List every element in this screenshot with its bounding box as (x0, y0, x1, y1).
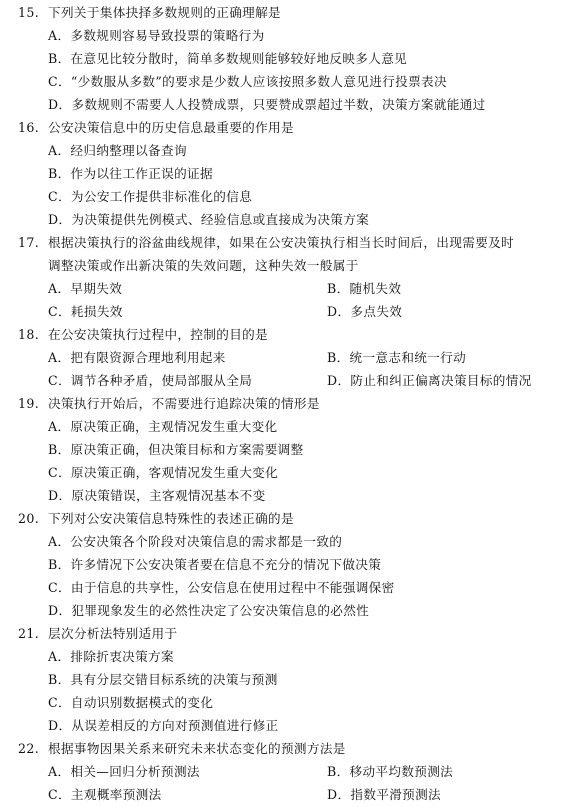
option-b: B．统一意志和统一行动 (327, 350, 467, 365)
option-d: D．指数平滑预测法 (327, 787, 441, 802)
option-d: D．为决策提供先例模式、经验信息或直接成为决策方案 (48, 212, 370, 227)
option-c: C．调节各种矛盾，使局部服从全局 (48, 373, 253, 388)
option-a: A．经归纳整理以备查询 (48, 143, 187, 158)
option-c: C．“少数服从多数”的要求是少数人应该按照多数人意见进行投票表决 (48, 74, 447, 89)
question-number: 20. (18, 511, 40, 526)
question-number: 17. (18, 235, 40, 250)
option-c: C．为公安工作提供非标准化的信息 (48, 189, 253, 204)
option-a: A．多数规则容易导致投票的策略行为 (48, 28, 265, 43)
option-b: B．移动平均数预测法 (327, 764, 454, 779)
option-a: A．相关—回归分析预测法 (48, 764, 200, 779)
option-b: B．具有分层交错目标系统的决策与预测 (48, 672, 278, 687)
option-c: C．由于信息的共享性，公安信息在使用过程中不能强调保密 (48, 580, 395, 595)
option-a: A．把有限资源合理地利用起来 (48, 350, 226, 365)
option-c: C．耗损失效 (48, 304, 123, 319)
question-number: 19. (18, 396, 40, 411)
option-b: B．在意见比较分散时，简单多数规则能够较好地反映多人意见 (48, 51, 408, 66)
question-number: 18. (18, 327, 40, 342)
question-stem: 公安决策信息中的历史信息最重要的作用是 (48, 120, 294, 135)
option-b: B．随机失效 (327, 281, 402, 296)
option-d: D．防止和纠正偏离决策目标的情况 (327, 373, 532, 388)
option-d: D．原决策错误，主客观情况基本不变 (48, 488, 266, 503)
question-stem: 层次分析法特别适用于 (48, 626, 178, 641)
option-b: B．作为以往工作正误的证据 (48, 166, 213, 181)
option-c: C．原决策正确，客观情况发生重大变化 (48, 465, 279, 480)
option-c: C．主观概率预测法 (48, 787, 162, 802)
option-c: C．自动识别数据模式的变化 (48, 695, 214, 710)
question-number: 15. (18, 5, 40, 20)
question-stem-continued: 调整决策或作出新决策的失效问题，这种失效一般属于 (48, 258, 359, 273)
option-d: D．多点失效 (327, 304, 403, 319)
question-stem: 根据决策执行的浴盆曲线规律，如果在公安决策执行相当长时间后，出现需要及时 (48, 235, 514, 250)
question-stem: 下列对公安决策信息特殊性的表述正确的是 (48, 511, 294, 526)
option-a: A．早期失效 (48, 281, 123, 296)
question-number: 22. (18, 741, 40, 756)
option-a: A．排除折衷决策方案 (48, 649, 174, 664)
option-d: D．多数规则不需要人人投赞成票，只要赞成票超过半数，决策方案就能通过 (48, 97, 486, 112)
question-number: 16. (18, 120, 40, 135)
option-a: A．公安决策各个阶段对决策信息的需求都是一致的 (48, 534, 343, 549)
question-stem: 在公安决策执行过程中，控制的目的是 (48, 327, 269, 342)
option-d: D．从误差相反的方向对预测值进行修正 (48, 718, 279, 733)
question-stem: 决策执行开始后，不需要进行追踪决策的情形是 (48, 396, 320, 411)
option-b: B．许多情况下公安决策者要在信息不充分的情况下做决策 (48, 557, 382, 572)
option-a: A．原决策正确，主观情况发生重大变化 (48, 419, 278, 434)
question-stem: 下列关于集体抉择多数规则的正确理解是 (48, 5, 281, 20)
question-number: 21. (18, 626, 40, 641)
option-d: D．犯罪现象发生的必然性决定了公安决策信息的必然性 (48, 603, 370, 618)
question-stem: 根据事物因果关系来研究未来状态变化的预测方法是 (48, 741, 346, 756)
option-b: B．原决策正确，但决策目标和方案需要调整 (48, 442, 304, 457)
